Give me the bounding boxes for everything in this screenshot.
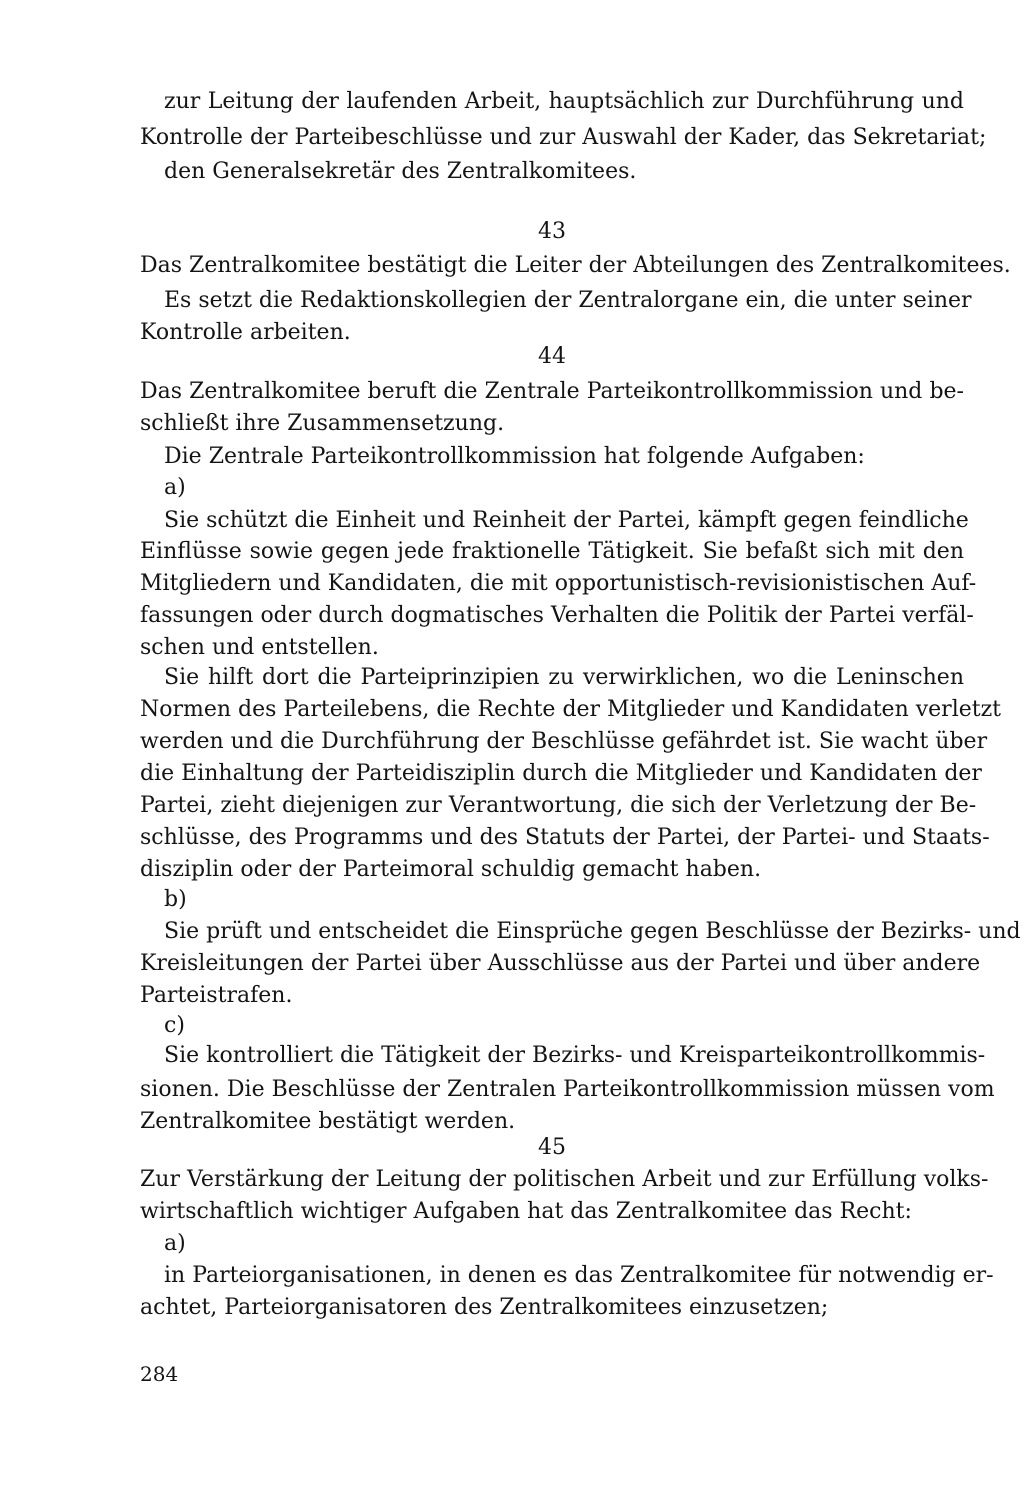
text-line: Das Zentralkomitee beruft die Zentrale Parteikontrollkommission und be- xyxy=(140,379,964,404)
list-label-a: a) xyxy=(164,475,186,500)
text-line: zur Leitung der laufenden Arbeit, hauptsächlich zur Durchführung und xyxy=(164,89,964,114)
text-line: Die Zentrale Parteikontrollkommission hat folgende Aufgaben: xyxy=(164,444,865,469)
text-line: Sie hilft dort die Parteiprinzipien zu verwirklichen, wo die Leninschen xyxy=(164,665,964,690)
text-line: Parteistrafen. xyxy=(140,983,293,1008)
text-line: schließt ihre Zusammensetzung. xyxy=(140,411,505,436)
text-line: fassungen oder durch dogmatisches Verhalten die Politik der Partei verfäl- xyxy=(140,603,974,628)
text-line: Mitgliedern und Kandidaten, die mit opportunistisch-revisionistischen Auf- xyxy=(140,571,977,596)
text-line: Kontrolle der Parteibeschlüsse und zur Auswahl der Kader, das Sekretariat; xyxy=(140,125,987,150)
text-line: disziplin oder der Parteimoral schuldig gemacht haben. xyxy=(140,857,762,882)
article-number-45: 45 xyxy=(538,1135,566,1160)
text-line: Partei, zieht diejenigen zur Verantwortung, die sich der Verletzung der Be- xyxy=(140,793,977,818)
text-line: Es setzt die Redaktionskollegien der Zentralorgane ein, die unter seiner xyxy=(164,288,972,313)
text-line: schlüsse, des Programms und des Statuts der Partei, der Partei- und Staats- xyxy=(140,825,990,850)
text-line: Sie schützt die Einheit und Reinheit der Partei, kämpft gegen feindliche xyxy=(164,508,969,533)
text-line: Einflüsse sowie gegen jede fraktionelle Tätigkeit. Sie befaßt sich mit den xyxy=(140,539,964,564)
page-number: 284 xyxy=(140,1362,179,1386)
text-line: in Parteiorganisationen, in denen es das Zentralkomitee für notwendig er- xyxy=(164,1263,994,1288)
text-line: die Einhaltung der Parteidisziplin durch die Mitglieder und Kandidaten der xyxy=(140,761,982,786)
text-line: Das Zentralkomitee bestätigt die Leiter der Abteilungen des Zentralkomitees. xyxy=(140,253,1011,278)
text-line: Zentralkomitee bestätigt werden. xyxy=(140,1109,516,1134)
text-line: Sie prüft und entscheidet die Einsprüche gegen Beschlüsse der Bezirks- und xyxy=(164,919,1021,944)
text-line: Sie kontrolliert die Tätigkeit der Bezirks- und Kreisparteikontrollkommis- xyxy=(164,1043,986,1068)
text-line: Normen des Parteilebens, die Rechte der Mitglieder und Kandidaten verletzt xyxy=(140,697,1002,722)
text-line: schen und entstellen. xyxy=(140,635,379,660)
list-label-a: a) xyxy=(164,1231,186,1256)
text-line: wirtschaftlich wichtiger Aufgaben hat das Zentralkomitee das Recht: xyxy=(140,1199,912,1224)
list-label-b: b) xyxy=(164,887,187,912)
text-line: werden und die Durchführung der Beschlüsse gefährdet ist. Sie wacht über xyxy=(140,729,988,754)
article-number-43: 43 xyxy=(538,219,566,244)
article-number-44: 44 xyxy=(538,344,566,369)
text-line: achtet, Parteiorganisatoren des Zentralkomitees einzusetzen; xyxy=(140,1295,829,1320)
text-line: sionen. Die Beschlüsse der Zentralen Parteikontrollkommission müssen vom xyxy=(140,1077,995,1102)
text-line: Zur Verstärkung der Leitung der politischen Arbeit und zur Erfüllung volks- xyxy=(140,1167,989,1192)
text-line: Kontrolle arbeiten. xyxy=(140,320,351,345)
text-line: den Generalsekretär des Zentralkomitees. xyxy=(164,159,637,184)
list-label-c: c) xyxy=(164,1013,185,1038)
text-line: Kreisleitungen der Partei über Ausschlüsse aus der Partei und über andere xyxy=(140,951,981,976)
